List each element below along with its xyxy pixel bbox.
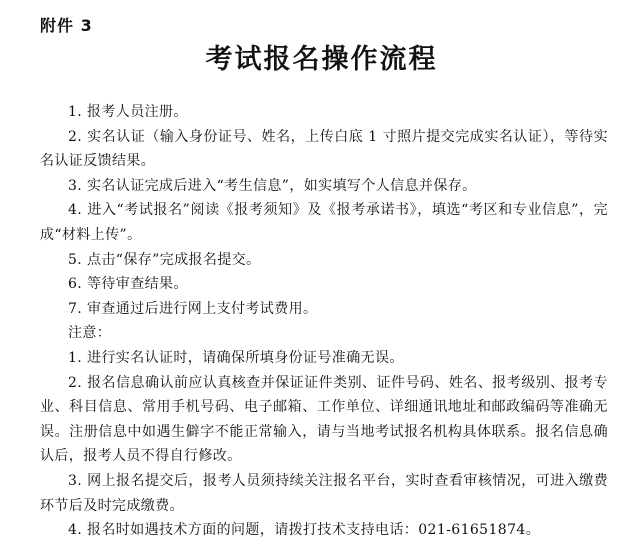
- step-3: 3. 实名认证完成后进入“考生信息”，如实填写个人信息并保存。: [68, 177, 477, 194]
- step-4: 4. 进入“考试报名”阅读《报考须知》及《报考承诺书》，填选“考区和专业信息”，完成“材料上传”。: [40, 202, 608, 243]
- note-1: 1. 进行实名认证时，请确保所填身份证号准确无误。: [68, 349, 404, 366]
- step-1: 1. 报考人员注册。: [68, 104, 188, 120]
- document-body: [40, 100, 608, 543]
- step-2: 2. 实名认证（输入身份证号、姓名，上传白底 1 寸照片提交完成实名认证），等待实名认证反馈结果。: [40, 128, 608, 170]
- step-6: 6. 等待审查结果。: [68, 276, 188, 293]
- note-3: 3. 网上报名提交后，报考人员须持续关注报名平台，实时查看审核情况，可进入缴费环节后及时完成缴费。: [40, 472, 608, 514]
- notes-heading: 注意：: [68, 325, 112, 342]
- attachment-label: 附件 3: [40, 16, 93, 35]
- note-2: 2. 报名信息确认前应认真核查并保证证件类别、证件号码、姓名、报考级别、报考专业、科目信息、常用手机号码、电子邮箱、工作单位、详细通讯地址和邮政编码等准确无误。注册信息中如遇生僻字不能正常输入，请与当地考试报名机构具体联系。报名信息确认后，报考人员不得自行修改。: [40, 374, 608, 465]
- page-title: 考试报名操作流程: [205, 44, 438, 75]
- step-5: 5. 点击“保存”完成报名提交。: [68, 251, 261, 268]
- note-4: 4. 报名时如遇技术方面的问题，请拨打技术支持电话：021-61651874。: [68, 522, 541, 539]
- step-7: 7. 审查通过后进行网上支付考试费用。: [68, 300, 318, 317]
